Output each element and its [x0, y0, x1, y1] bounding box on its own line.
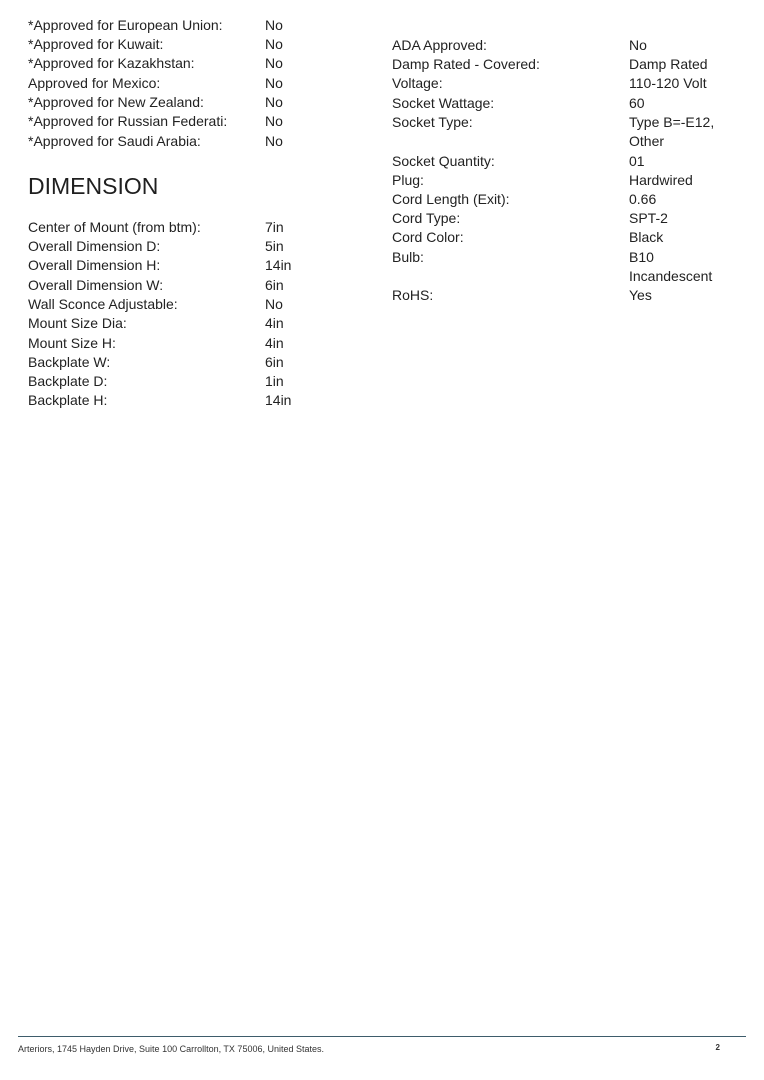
spec-value: Type B=-E12, [629, 114, 715, 130]
spec-value: Incandescent [629, 268, 713, 284]
spec-value: 14in [265, 392, 292, 408]
spec-label: Overall Dimension D: [28, 238, 161, 254]
spec-value: B10 [629, 249, 654, 265]
spec-label: Mount Size Dia: [28, 315, 127, 331]
page-number: 2 [715, 1043, 720, 1052]
spec-value: 7in [265, 219, 284, 235]
spec-label: Bulb: [392, 249, 424, 265]
spec-label: *Approved for Kuwait: [28, 36, 164, 52]
spec-label: Socket Quantity: [392, 153, 495, 169]
spec-value: No [265, 113, 283, 129]
spec-label: Backplate W: [28, 354, 111, 370]
spec-value: SPT-2 [629, 210, 668, 226]
spec-label: Plug: [392, 172, 424, 188]
spec-value: 110-120 Volt [629, 75, 707, 91]
spec-label: Mount Size H: [28, 335, 116, 351]
spec-label: *Approved for Kazakhstan: [28, 55, 195, 71]
spec-label: Cord Length (Exit): [392, 191, 510, 207]
spec-value: 60 [629, 95, 645, 111]
spec-value: Other [629, 133, 665, 149]
spec-value: 01 [629, 153, 645, 169]
footer-address: Arteriors, 1745 Hayden Drive, Suite 100 Carrollton, TX 75006, United States. [18, 1044, 324, 1054]
spec-value: Yes [629, 287, 652, 303]
spec-value: 6in [265, 354, 284, 370]
spec-value: Black [629, 229, 664, 245]
spec-label: Overall Dimension H: [28, 257, 161, 273]
spec-value: 14in [265, 257, 292, 273]
spec-value: No [265, 36, 283, 52]
spec-value: No [265, 133, 283, 149]
spec-value: 4in [265, 315, 284, 331]
spec-value: No [629, 37, 647, 53]
spec-label: *Approved for Saudi Arabia: [28, 133, 201, 149]
spec-label: *Approved for New Zealand: [28, 94, 204, 110]
spec-label: Socket Wattage: [392, 95, 495, 111]
spec-label: RoHS: [392, 287, 434, 303]
spec-value: No [265, 94, 283, 110]
spec-label: Cord Color: [392, 229, 464, 245]
footer-divider [18, 1036, 746, 1037]
spec-value: 0.66 [629, 191, 657, 207]
spec-value: 1in [265, 373, 284, 389]
spec-label: *Approved for Russian Federati: [28, 113, 228, 129]
section-heading-dimension: DIMENSION [28, 173, 159, 199]
spec-value: No [265, 296, 283, 312]
spec-label: Voltage: [392, 75, 443, 91]
spec-value: Damp Rated [629, 56, 708, 72]
spec-label: ADA Approved: [392, 37, 487, 53]
spec-label: Damp Rated - Covered: [392, 56, 540, 72]
spec-value: No [265, 75, 283, 91]
spec-label: *Approved for European Union: [28, 17, 223, 33]
spec-value: 6in [265, 277, 284, 293]
spec-label: Center of Mount (from btm): [28, 219, 201, 235]
spec-value: Hardwired [629, 172, 693, 188]
spec-value: 4in [265, 335, 284, 351]
spec-value: 5in [265, 238, 284, 254]
spec-value: No [265, 55, 283, 71]
spec-label: Backplate H: [28, 392, 108, 408]
spec-label: Cord Type: [392, 210, 461, 226]
spec-value: No [265, 17, 283, 33]
spec-label: Backplate D: [28, 373, 108, 389]
spec-label: Socket Type: [392, 114, 473, 130]
spec-label: Overall Dimension W: [28, 277, 164, 293]
spec-label: Wall Sconce Adjustable: [28, 296, 178, 312]
spec-label: Approved for Mexico: [28, 75, 161, 91]
